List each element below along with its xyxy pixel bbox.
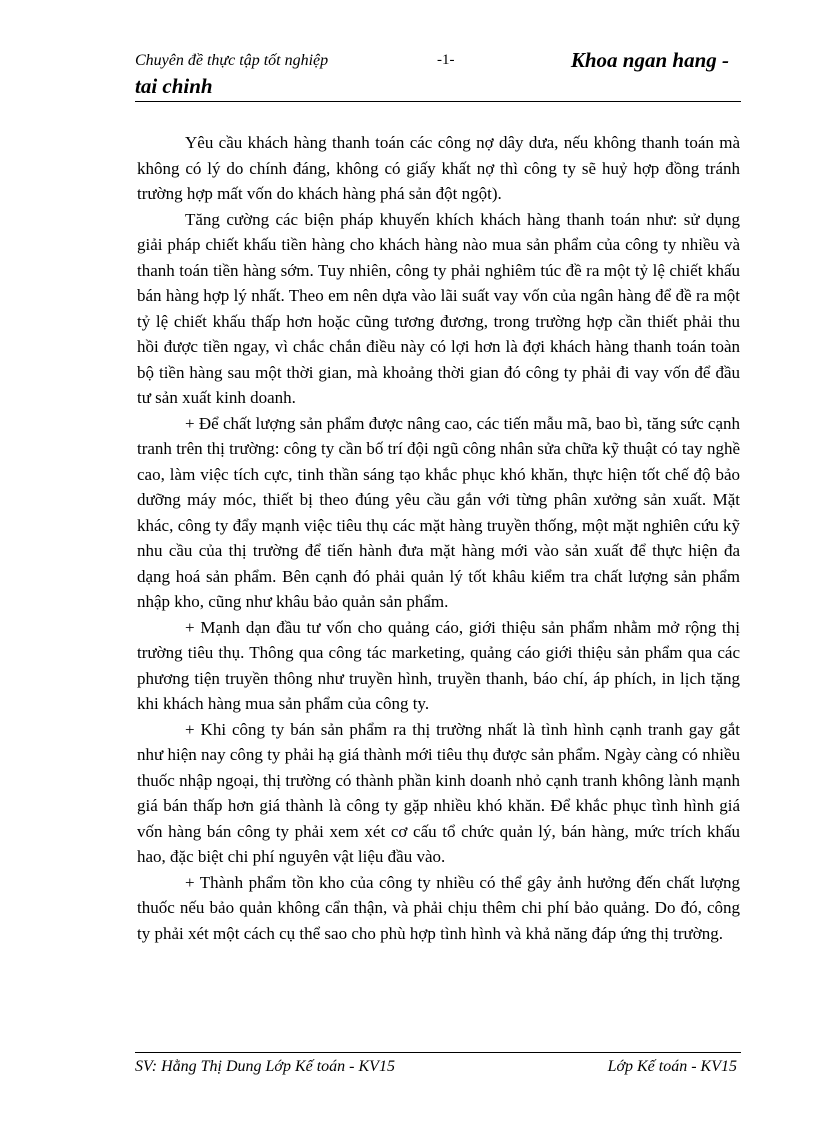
header-document-title: Chuyên đề thực tập tốt nghiệp [135, 52, 329, 69]
header-faculty: Khoa ngan hang - [570, 48, 729, 72]
footer-student-info: SV: Hằng Thị Dung Lớp Kế toán - KV15 [135, 1058, 395, 1075]
paragraph: Yêu cầu khách hàng thanh toán các công nợ dây dưa, nếu không thanh toán mà không có lý do chính đáng, không có giấy khất nợ thì công ty sẽ huỷ hợp đồng tránh trường hợp mất vốn do khách hàng phá sản đột ngột). [137, 133, 740, 203]
page-header [135, 48, 741, 100]
header-divider [135, 101, 741, 102]
footer-divider [135, 1052, 741, 1053]
paragraph: + Thành phẩm tồn kho của công ty nhiều có thể gây ảnh hưởng đến chất lượng thuốc nếu bảo quản không cẩn thận, và phải chịu thêm chi phí bảo quảng. Do đó, công ty phải xét một cách cụ thể sao cho phù hợp tình hình và khả năng đáp ứng thị trường. [137, 872, 740, 943]
paragraph: + Khi công ty bán sản phẩm ra thị trường nhất là tình hình cạnh tranh gay gắt như hiện nay công ty phải hạ giá thành mới tiêu thụ được sản phẩm. Ngày càng có nhiều thuốc nhập ngoại, thị trường có thành phần kinh doanh nhỏ cạnh tranh không lành mạnh giá bán thấp hơn giá thành là công ty gặp nhiều khó khăn. Để khắc phục tình hình giá vốn hàng bán công ty phải xem xét cơ cấu tổ chức quản lý, bán hàng, mức trích khấu hao, đặc biệt chi phí nguyên vật liệu đầu vào. [137, 719, 740, 866]
paragraph: + Để chất lượng sản phẩm được nâng cao, các tiến mẫu mã, bao bì, tăng sức cạnh tranh trên thị trường: công ty cần bố trí đội ngũ công nhân sửa chữa kỹ thuật có tay nghề cao, làm việc tích cực, tinh thần sáng tạo khắc phục khó khăn, thực hiện tốt chế độ bảo dưỡng máy móc, thiết bị theo đúng yêu cầu gắn với từng phân xưởng sản xuất. Mặt khác, công ty đẩy mạnh việc tiêu thụ các mặt hàng truyền thống, một mặt nghiên cứu kỹ nhu cầu của thị trường để tiến hành đưa mặt hàng mới vào sản xuất để thực hiện đa dạng hoá sản phẩm. Bên cạnh đó phải quản lý tốt khâu kiểm tra chất lượng sản phẩm nhập kho, cũng như khâu bảo quản sản phẩm. [137, 413, 740, 611]
footer-class: Lớp Kế toán - KV15 [607, 1058, 737, 1075]
paragraph: + Mạnh dạn đầu tư vốn cho quảng cáo, giới thiệu sản phẩm nhằm mở rộng thị trường tiêu thụ. Thông qua công tác marketing, quảng cáo giới thiệu sản phẩm qua các phương tiện truyền thông như truyền hình, truyền thanh, báo chí, áp phích, in lịch tặng khi khách hàng mua sản phẩm của công ty. [137, 617, 740, 713]
page-number: -1- [437, 52, 455, 68]
header-faculty-continued: tai chinh [135, 74, 213, 98]
document-body [137, 130, 740, 946]
paragraph: Tăng cường các biện pháp khuyến khích khách hàng thanh toán như: sử dụng giải pháp chiết khấu tiền hàng cho khách hàng nào mua sản phẩm của công ty nhiều và thanh toán tiền hàng sớm. Tuy nhiên, công ty phải nghiêm túc đề ra một tỷ lệ chiết khấu bán hàng hợp lý nhất. Theo em nên dựa vào lãi suất vay vốn của ngân hàng để đề ra một tỷ lệ chiết khấu thấp hơn hoặc cũng tương đương, trong trường hợp cần thiết phải thu hồi được tiền ngay, vì chắc chắn điều này có lợi hơn là đợi khách hàng thanh toán toàn bộ tiền hàng sau một thời gian, mà khoảng thời gian đó công ty phải đi vay vốn để đầu tư sản xuất kinh doanh. [137, 209, 740, 407]
